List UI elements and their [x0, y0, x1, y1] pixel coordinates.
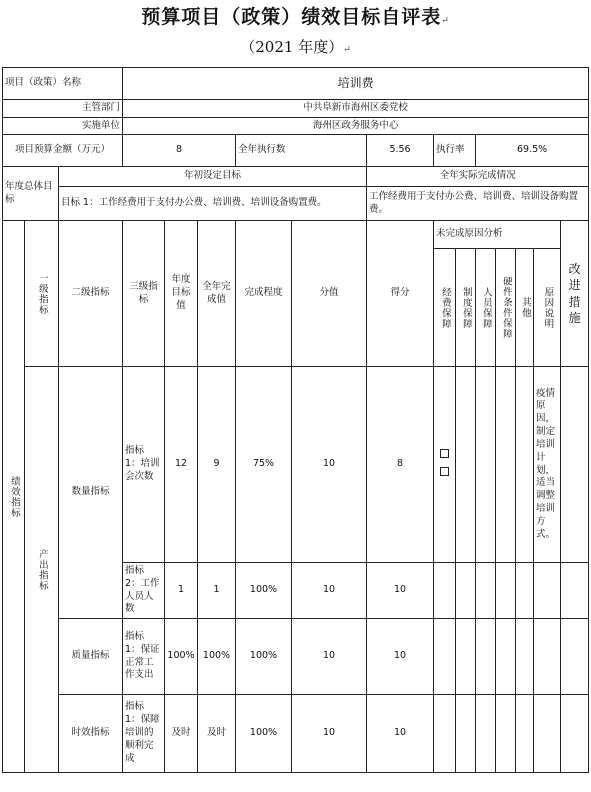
reason-other-text: 其他 — [519, 297, 531, 318]
project-name-label: 项目（政策）名称 — [3, 68, 123, 100]
reason-funding-cell — [434, 563, 456, 619]
annual-goal-label: 年度总体目标 — [3, 167, 59, 221]
reason-explain-text: 原因说明 — [542, 286, 554, 329]
reason-explain-cell — [534, 619, 561, 695]
indicator-value: 10 — [292, 367, 367, 563]
page-title: 预算项目（政策）绩效目标自评表↵ — [141, 6, 450, 28]
table-row — [3, 619, 589, 695]
reason-other-cell — [516, 695, 534, 773]
reason-funding-cell — [434, 367, 456, 563]
indicator-score: 10 — [367, 695, 434, 773]
indicator-completion: 100% — [236, 563, 292, 619]
reason-system-cell — [456, 563, 476, 619]
indicator-name: 指标 1：保证正常工作支出 — [123, 619, 165, 695]
reason-other-cell — [516, 563, 534, 619]
rate-label: 执行率 — [434, 135, 476, 167]
evaluation-table — [2, 67, 589, 773]
improve-cell — [561, 563, 589, 619]
indicator-target: 1 — [165, 563, 198, 619]
indicator-target: 100% — [165, 619, 198, 695]
indicator-target: 12 — [165, 367, 198, 563]
table-row — [3, 695, 589, 773]
indicator-score: 8 — [367, 367, 434, 563]
actual-value-header: 全年完成值 — [198, 221, 236, 367]
reason-system-header — [456, 249, 476, 367]
reason-funding-header — [434, 249, 456, 367]
indicator-score: 10 — [367, 619, 434, 695]
indicator-value: 10 — [292, 563, 367, 619]
indicator-completion: 100% — [236, 619, 292, 695]
improve-cell — [561, 619, 589, 695]
reason-funding-cell — [434, 695, 456, 773]
indicator-name: 指标 1：培训会次数 — [123, 367, 165, 563]
annual-target-header: 年度目标值 — [165, 221, 198, 367]
quality-indicator-cell: 质量指标 — [59, 619, 123, 695]
timeliness-indicator-cell: 时效指标 — [59, 695, 123, 773]
quantity-indicator-cell: 数量指标 — [59, 367, 123, 619]
reason-system-text: 制度保障 — [460, 286, 472, 329]
reason-explain-header — [534, 249, 561, 367]
performance-indicator-text: 绩效指标 — [8, 475, 20, 518]
indicator-completion: 100% — [236, 695, 292, 773]
indicator-score: 10 — [367, 563, 434, 619]
reason-personnel-text: 人员保障 — [480, 286, 492, 329]
indicator-name: 指标 1：保障培训的顺利完成 — [123, 695, 165, 773]
score-value-header: 分值 — [292, 221, 367, 367]
dept-value: 中共阜新市海州区委党校 — [123, 100, 589, 118]
reason-system-cell — [456, 619, 476, 695]
reason-hardware-header — [496, 249, 516, 367]
reason-personnel-cell — [476, 563, 496, 619]
reason-hardware-cell — [496, 695, 516, 773]
initial-goal-text: 目标 1：工作经费用于支付办公费、培训费、培训设备购置费。 — [59, 187, 367, 221]
indicator-actual: 1 — [198, 563, 236, 619]
reason-explain-cell — [534, 695, 561, 773]
reason-funding-text: 经费保障 — [439, 286, 451, 329]
completion-header: 完成程度 — [236, 221, 292, 367]
actual-result-header: 全年实际完成情况 — [367, 167, 589, 187]
output-indicator-text: 产出指标 — [36, 548, 48, 591]
impl-label: 实施单位 — [3, 118, 123, 135]
reason-hardware-cell — [496, 619, 516, 695]
exec-label: 全年执行数 — [236, 135, 367, 167]
table-row — [3, 367, 589, 563]
project-name-value: 培训费 — [123, 68, 589, 100]
checkbox-icon[interactable] — [440, 467, 449, 476]
indicator-name: 指标 2：工作人员人数 — [123, 563, 165, 619]
improve-cell — [561, 367, 589, 563]
level2-header: 二级指标 — [59, 221, 123, 367]
improve-cell — [561, 695, 589, 773]
indicator-actual: 9 — [198, 367, 236, 563]
indicator-actual: 100% — [198, 619, 236, 695]
reason-explain-cell: 疫情原因，制定培训计划，适当调整培训方式。 — [534, 367, 561, 563]
reason-other-cell — [516, 619, 534, 695]
reason-other-header — [516, 249, 534, 367]
dept-label: 主管部门 — [3, 100, 123, 118]
budget-value: 8 — [123, 135, 236, 167]
performance-indicator-label — [3, 221, 25, 773]
reason-personnel-cell — [476, 367, 496, 563]
reason-system-cell — [456, 695, 476, 773]
indicator-value: 10 — [292, 619, 367, 695]
reason-hardware-cell — [496, 563, 516, 619]
reason-personnel-cell — [476, 619, 496, 695]
reasons-header: 未完成原因分析 — [434, 221, 561, 249]
actual-result-text: 工作经费用于支付办公费、培训费、培训设备购置费。 — [367, 187, 589, 221]
rate-value: 69.5% — [476, 135, 589, 167]
budget-label: 项目预算金额（万元） — [3, 135, 123, 167]
reason-personnel-header — [476, 249, 496, 367]
output-indicator-cell — [25, 367, 59, 773]
reason-funding-cell — [434, 619, 456, 695]
reason-system-cell — [456, 367, 476, 563]
reason-explain-cell — [534, 563, 561, 619]
indicator-target: 及时 — [165, 695, 198, 773]
indicator-completion: 75% — [236, 367, 292, 563]
page-subtitle: （2021 年度）↵ — [240, 38, 351, 56]
reason-hardware-cell — [496, 367, 516, 563]
level1-header-text: 一级指标 — [36, 272, 48, 315]
reason-other-cell — [516, 367, 534, 563]
exec-value: 5.56 — [367, 135, 434, 167]
reason-personnel-cell — [476, 695, 496, 773]
reason-hardware-text: 硬件条件保障 — [500, 276, 512, 339]
indicator-actual: 及时 — [198, 695, 236, 773]
paragraph-mark-icon: ↵ — [343, 45, 351, 55]
initial-goal-header: 年初设定目标 — [59, 167, 367, 187]
improve-header: 改进措施 — [561, 221, 589, 367]
checkbox-icon[interactable] — [440, 449, 449, 458]
level3-header: 三级指标 — [123, 221, 165, 367]
paragraph-mark-icon: ↵ — [441, 16, 450, 26]
indicator-value: 10 — [292, 695, 367, 773]
score-header: 得分 — [367, 221, 434, 367]
impl-value: 海州区政务服务中心 — [123, 118, 589, 135]
level1-header — [25, 221, 59, 367]
